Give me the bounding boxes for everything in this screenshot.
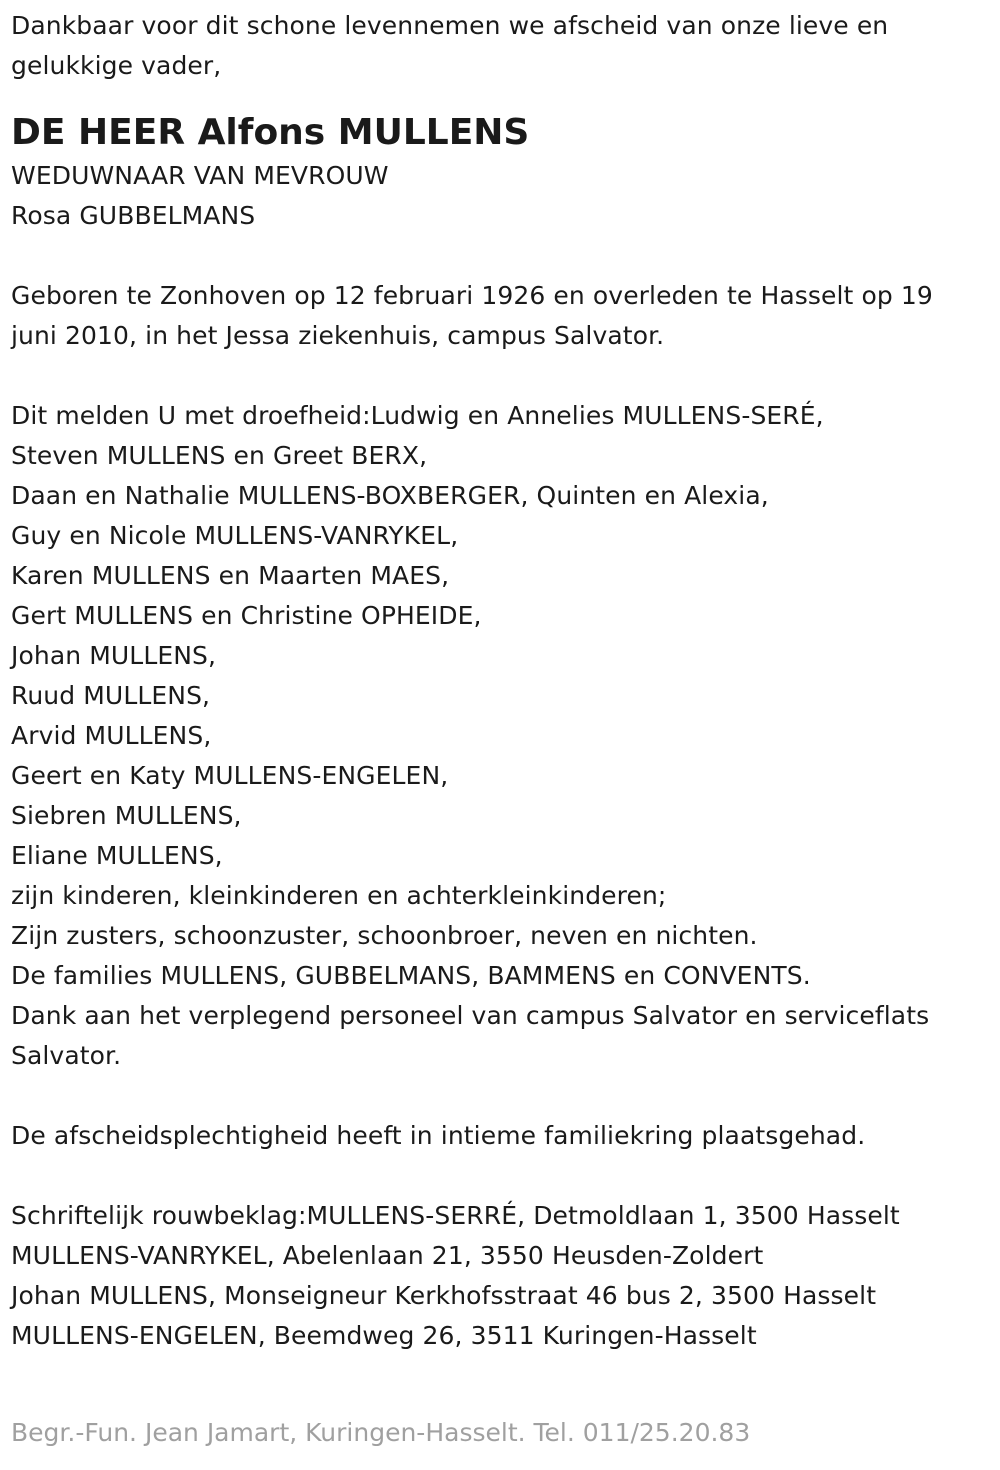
announcement-line: Guy en Nicole MULLENS-VANRYKEL, — [11, 521, 459, 550]
obituary-notice — [11, 6, 991, 1356]
spouse-name: Rosa GUBBELMANS — [11, 201, 256, 230]
spacer — [11, 356, 991, 396]
announcement-line: Arvid MULLENS, — [11, 721, 212, 750]
announcement-line: Johan MULLENS, — [11, 641, 217, 670]
condolence-address: MULLENS-VANRYKEL, Abelenlaan 21, 3550 Heusden-Zoldert — [11, 1241, 764, 1270]
deceased-name: DE HEER Alfons MULLENS — [11, 112, 530, 153]
announcement-line: Ruud MULLENS, — [11, 681, 211, 710]
birth-death-line: juni 2010, in het Jessa ziekenhuis, campus Salvator. — [11, 321, 665, 350]
condolence-address: Johan MULLENS, Monseigneur Kerkhofsstraat 46 bus 2, 3500 Hasselt — [11, 1281, 877, 1310]
intro-line: gelukkige vader, — [11, 51, 222, 80]
funeral-director-footer: Begr.-Fun. Jean Jamart, Kuringen-Hasselt. Tel. 011/25.20.83 — [11, 1418, 751, 1447]
announcement-line: zijn kinderen, kleinkinderen en achterkleinkinderen; — [11, 881, 667, 910]
announcement-line: De families MULLENS, GUBBELMANS, BAMMENS en CONVENTS. — [11, 961, 811, 990]
spacer — [11, 1076, 991, 1116]
birth-death-line: Geboren te Zonhoven op 12 februari 1926 en overleden te Hasselt op 19 — [11, 281, 933, 310]
spacer — [11, 236, 991, 276]
announcement-line: Steven MULLENS en Greet BERX, — [11, 441, 428, 470]
announcement-line: Gert MULLENS en Christine OPHEIDE, — [11, 601, 482, 630]
relation-line: WEDUWNAAR VAN MEVROUW — [11, 161, 389, 190]
announcement-line: Salvator. — [11, 1041, 122, 1070]
announcement-line: Karen MULLENS en Maarten MAES, — [11, 561, 450, 590]
announcement-line: Daan en Nathalie MULLENS-BOXBERGER, Quinten en Alexia, — [11, 481, 769, 510]
announcement-line: Eliane MULLENS, — [11, 841, 223, 870]
intro-line: Dankbaar voor dit schone levennemen we afscheid van onze lieve en — [11, 11, 889, 40]
announcement-line: Dit melden U met droefheid:Ludwig en Annelies MULLENS-SERÉ, — [11, 401, 824, 430]
announcement-line: Dank aan het verplegend personeel van campus Salvator en serviceflats — [11, 1001, 930, 1030]
condolence-address: Schriftelijk rouwbeklag:MULLENS-SERRÉ, Detmoldlaan 1, 3500 Hasselt — [11, 1201, 900, 1230]
announcement-line: Zijn zusters, schoonzuster, schoonbroer, neven en nichten. — [11, 921, 758, 950]
announcement-line: Geert en Katy MULLENS-ENGELEN, — [11, 761, 449, 790]
condolence-address: MULLENS-ENGELEN, Beemdweg 26, 3511 Kuringen-Hasselt — [11, 1321, 757, 1350]
announcement-line: Siebren MULLENS, — [11, 801, 242, 830]
spacer — [11, 1156, 991, 1196]
ceremony-line: De afscheidsplechtigheid heeft in intieme familiekring plaatsgehad. — [11, 1121, 866, 1150]
